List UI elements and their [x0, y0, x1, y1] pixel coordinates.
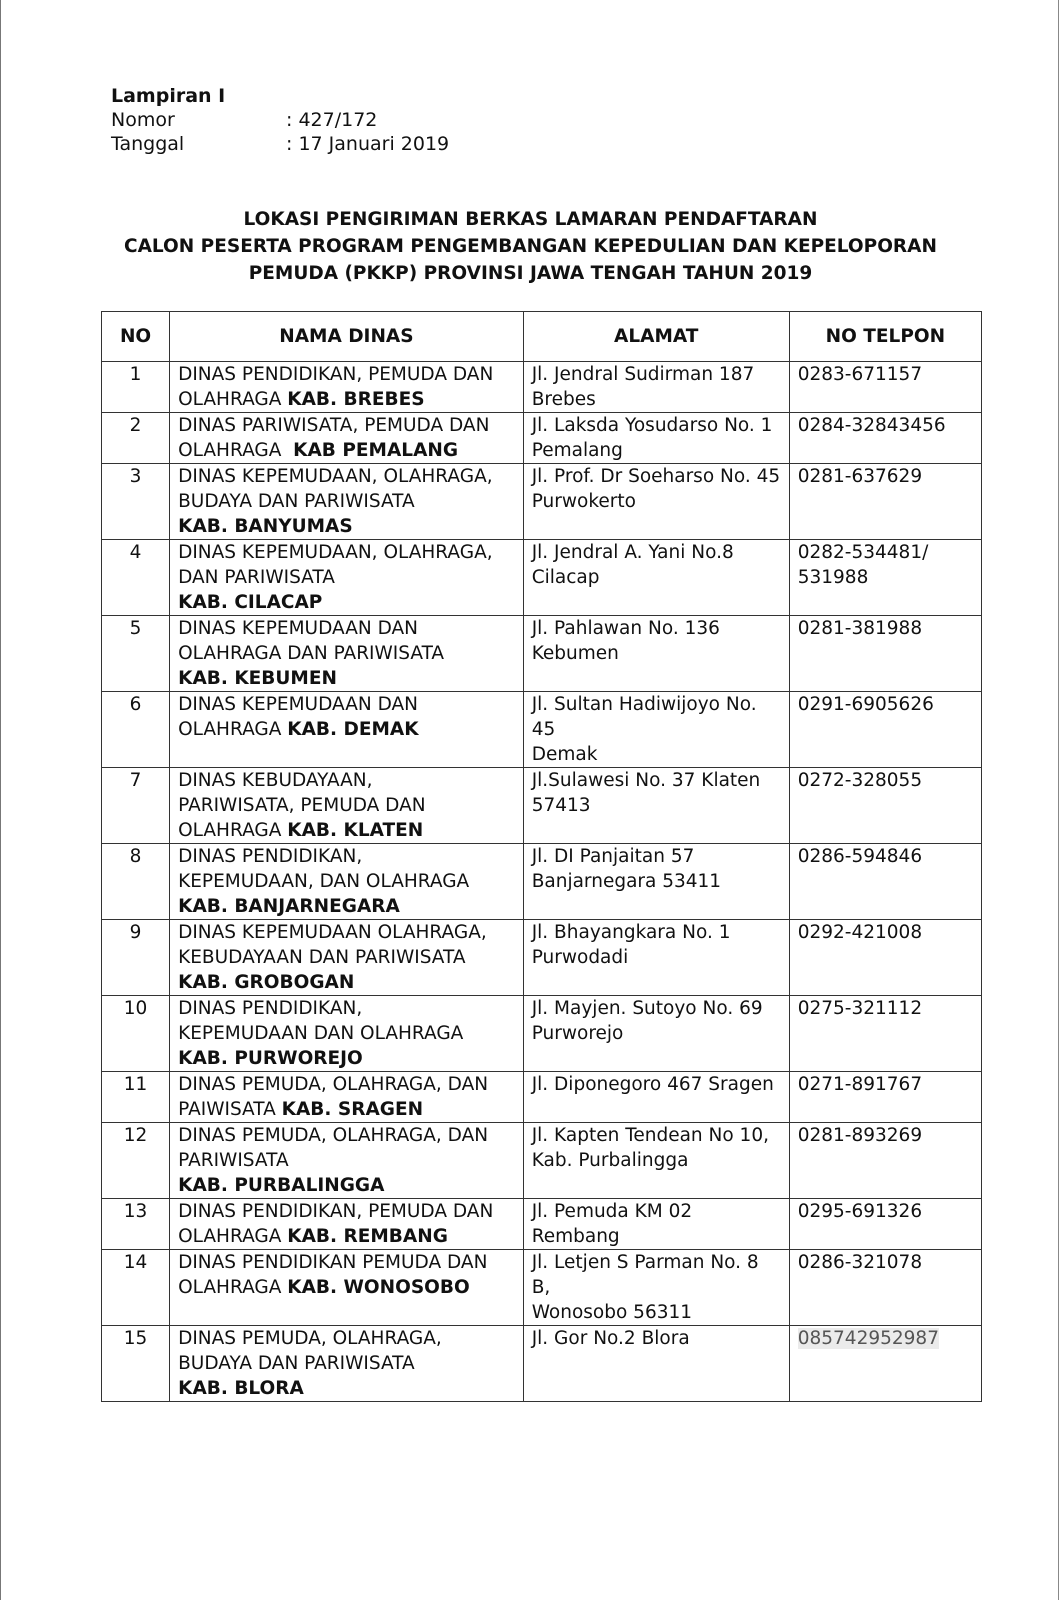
phone-number-text: 0284-32843456: [797, 415, 946, 436]
office-name-line: [178, 565, 515, 590]
phone-number-text: 0283-671157: [797, 364, 923, 385]
address-cell: [523, 464, 789, 540]
phone-number: [798, 1199, 973, 1224]
phone-cell: [789, 1072, 981, 1123]
office-name-text: OLAHRAGA: [178, 719, 288, 740]
office-name-line: [178, 1199, 515, 1224]
table-row: [102, 464, 982, 540]
header-no-telpon: NO TELPON: [789, 312, 981, 362]
phone-number: [798, 616, 973, 641]
address-cell: [523, 692, 789, 768]
office-name-text: DAN PARIWISATA: [178, 567, 335, 588]
phone-number: [798, 565, 973, 590]
regency-name: KAB. PURWOREJO: [178, 1048, 363, 1069]
regency-name: KAB. BREBES: [287, 389, 425, 410]
office-name-cell: [170, 768, 524, 844]
office-name-line: [178, 1072, 515, 1097]
address-line: Demak: [531, 744, 598, 765]
phone-cell: [789, 540, 981, 616]
address-cell: [523, 1250, 789, 1326]
tanggal-value: : 17 Januari 2019: [286, 133, 450, 155]
row-number: 4: [102, 540, 170, 616]
office-name-line: [178, 768, 515, 793]
nomor-value: : 427/172: [286, 109, 378, 131]
address-line: Jl. DI Panjaitan 57: [531, 846, 695, 867]
phone-cell: [789, 616, 981, 692]
office-name-text: DINAS KEPEMUDAAN DAN: [178, 618, 418, 639]
table-row: [102, 616, 982, 692]
table-row: [102, 844, 982, 920]
address-line: Jl. Bhayangkara No. 1: [531, 922, 731, 943]
address-line: Jl. Letjen S Parman No. 8 B,: [531, 1252, 759, 1298]
row-number: 2: [102, 413, 170, 464]
office-name-text: OLAHRAGA: [178, 820, 288, 841]
regency-name: KAB. BANYUMAS: [178, 516, 353, 537]
phone-number-text: 0282-534481/: [797, 542, 929, 563]
address-line: Kab. Purbalingga: [531, 1150, 689, 1171]
phone-number-text: 0286-321078: [797, 1252, 923, 1273]
table-row: [102, 540, 982, 616]
attachment-header: [111, 84, 449, 156]
address-cell: [523, 616, 789, 692]
regency-name: KAB. DEMAK: [287, 719, 419, 740]
office-name-text: PAIWISATA: [178, 1099, 282, 1120]
phone-number-text: 0281-637629: [797, 466, 923, 487]
office-name-cell: [170, 464, 524, 540]
office-name-line: [178, 1224, 515, 1249]
phone-cell: [789, 1250, 981, 1326]
address-cell: [523, 362, 789, 413]
title-line-2: CALON PESERTA PROGRAM PENGEMBANGAN KEPEDULIAN DAN KEPELOPORAN: [124, 236, 937, 257]
office-name-line: [178, 1250, 515, 1275]
phone-number-text: 0272-328055: [797, 770, 923, 791]
office-name-line: [178, 717, 515, 742]
phone-cell: [789, 1326, 981, 1402]
phone-cell: [789, 1199, 981, 1250]
address-line: Jl. Jendral A. Yani No.8: [531, 542, 734, 563]
office-location-table: [101, 311, 982, 1402]
regency-name: KAB. BANJARNEGARA: [178, 896, 400, 917]
office-name-cell: [170, 920, 524, 996]
address-line: Jl.Sulawesi No. 37 Klaten: [531, 770, 761, 791]
phone-number: [798, 844, 973, 869]
table-row: [102, 920, 982, 996]
office-name-line: [178, 818, 515, 843]
address-line: Jl. Sultan Hadiwijoyo No. 45: [531, 694, 757, 740]
header-nama-dinas: NAMA DINAS: [170, 312, 524, 362]
phone-cell: [789, 1123, 981, 1199]
office-name-line: [178, 438, 515, 463]
document-title: [1, 206, 1059, 287]
phone-number: [798, 464, 973, 489]
office-name-text: BUDAYA DAN PARIWISATA: [178, 1353, 415, 1374]
table-row: [102, 692, 982, 768]
office-name-line: [178, 793, 515, 818]
tanggal-label: Tanggal: [111, 133, 185, 155]
nomor-label: Nomor: [111, 109, 175, 131]
address-line: Jl. Laksda Yosudarso No. 1: [531, 415, 773, 436]
row-number: 7: [102, 768, 170, 844]
row-number: 11: [102, 1072, 170, 1123]
row-number: 14: [102, 1250, 170, 1326]
phone-cell: [789, 413, 981, 464]
phone-cell: [789, 768, 981, 844]
office-name-line: [178, 616, 515, 641]
office-name-text: DINAS KEPEMUDAAN, OLAHRAGA,: [178, 542, 493, 563]
table-row: [102, 1072, 982, 1123]
row-number: 9: [102, 920, 170, 996]
phone-number-text: 0286-594846: [797, 846, 923, 867]
address-cell: [523, 540, 789, 616]
phone-number-text: 0281-893269: [797, 1125, 923, 1146]
row-number: 15: [102, 1326, 170, 1402]
regency-name: KAB. REMBANG: [287, 1226, 448, 1247]
office-name-text: DINAS KEBUDAYAAN,: [178, 770, 373, 791]
address-line: Kebumen: [531, 643, 619, 664]
office-name-text: DINAS PENDIDIKAN, PEMUDA DAN: [178, 364, 494, 385]
office-name-line: [178, 489, 515, 514]
office-name-line: [178, 1351, 515, 1376]
address-cell: [523, 1072, 789, 1123]
phone-cell: [789, 844, 981, 920]
regency-name: KAB. WONOSOBO: [287, 1277, 470, 1298]
row-number: 10: [102, 996, 170, 1072]
office-name-text: PARIWISATA: [178, 1150, 289, 1171]
office-name-cell: [170, 1250, 524, 1326]
office-name-cell: [170, 844, 524, 920]
office-name-line: [178, 413, 515, 438]
office-name-text: OLAHRAGA: [178, 1277, 288, 1298]
address-line: Jl. Pemuda KM 02 Rembang: [531, 1201, 693, 1247]
office-name-text: DINAS KEPEMUDAAN DAN: [178, 694, 418, 715]
office-name-line: [178, 692, 515, 717]
phone-number: [798, 920, 973, 945]
office-name-text: DINAS PENDIDIKAN,: [178, 846, 363, 867]
header-no: NO: [102, 312, 170, 362]
office-name-line: [178, 1326, 515, 1351]
phone-cell: [789, 464, 981, 540]
row-number: 1: [102, 362, 170, 413]
attachment-label: Lampiran I: [111, 85, 226, 107]
office-name-cell: [170, 1123, 524, 1199]
address-line: Jl. Gor No.2 Blora: [531, 1328, 690, 1349]
row-number: 5: [102, 616, 170, 692]
office-name-text: OLAHRAGA DAN PARIWISATA: [178, 643, 445, 664]
address-line: 57413: [531, 795, 591, 816]
office-name-cell: [170, 540, 524, 616]
table-row: [102, 1123, 982, 1199]
address-line: Jl. Jendral Sudirman 187: [531, 364, 755, 385]
office-name-line: [178, 1148, 515, 1173]
address-line: Purwodadi: [531, 947, 629, 968]
regency-name: KAB. BLORA: [178, 1378, 304, 1399]
phone-number: [798, 362, 973, 387]
office-name-line: [178, 869, 515, 894]
office-name-text: OLAHRAGA: [178, 389, 288, 410]
office-name-line: [178, 1021, 515, 1046]
row-number: 8: [102, 844, 170, 920]
office-name-line: [178, 1097, 515, 1122]
address-cell: [523, 1123, 789, 1199]
row-number: 12: [102, 1123, 170, 1199]
phone-number-text: 531988: [797, 567, 869, 588]
tanggal-row: [111, 132, 449, 156]
office-name-text: PARIWISATA, PEMUDA DAN: [178, 795, 426, 816]
regency-name: KAB. KLATEN: [287, 820, 424, 841]
office-name-text: BUDAYA DAN PARIWISATA: [178, 491, 415, 512]
regency-name: KAB. CILACAP: [178, 592, 323, 613]
address-line: Banjarnegara 53411: [531, 871, 722, 892]
phone-number-text: 0275-321112: [797, 998, 923, 1019]
address-cell: [523, 996, 789, 1072]
phone-number: [798, 692, 973, 717]
phone-number: [798, 413, 973, 438]
office-name-line: [178, 945, 515, 970]
office-name-text: KEPEMUDAAN DAN OLAHRAGA: [178, 1023, 464, 1044]
office-name-text: DINAS PEMUDA, OLAHRAGA,: [178, 1328, 442, 1349]
table-row: [102, 413, 982, 464]
phone-number-text: 0291-6905626: [797, 694, 934, 715]
phone-number-text: 0292-421008: [797, 922, 923, 943]
office-name-line: [178, 540, 515, 565]
phone-cell: [789, 996, 981, 1072]
phone-cell: [789, 692, 981, 768]
address-line: Jl. Prof. Dr Soeharso No. 45: [531, 466, 781, 487]
office-name-line: [178, 641, 515, 666]
phone-cell: [789, 362, 981, 413]
address-cell: [523, 768, 789, 844]
phone-number: [798, 1072, 973, 1097]
office-name-line: [178, 1275, 515, 1300]
address-line: Jl. Mayjen. Sutoyo No. 69: [531, 998, 763, 1019]
phone-number-text: 0281-381988: [797, 618, 923, 639]
title-line-3: PEMUDA (PKKP) PROVINSI JAWA TENGAH TAHUN 2019: [248, 263, 813, 284]
row-number: 6: [102, 692, 170, 768]
office-name-line: [178, 920, 515, 945]
office-name-text: DINAS PEMUDA, OLAHRAGA, DAN: [178, 1125, 489, 1146]
row-number: 3: [102, 464, 170, 540]
office-name-text: DINAS PENDIDIKAN PEMUDA DAN: [178, 1252, 488, 1273]
office-name-text: DINAS PENDIDIKAN, PEMUDA DAN: [178, 1201, 494, 1222]
address-cell: [523, 1199, 789, 1250]
table-header-row: [102, 312, 982, 362]
regency-name: KAB. GROBOGAN: [178, 972, 355, 993]
office-name-cell: [170, 362, 524, 413]
office-name-cell: [170, 1326, 524, 1402]
phone-number: [798, 1250, 973, 1275]
regency-name: KAB PEMALANG: [293, 440, 459, 461]
phone-number-text: 0295-691326: [797, 1201, 923, 1222]
address-cell: [523, 413, 789, 464]
office-name-cell: [170, 692, 524, 768]
address-line: Jl. Pahlawan No. 136: [531, 618, 720, 639]
address-cell: [523, 844, 789, 920]
table-body: [102, 362, 982, 1402]
phone-number: [798, 540, 973, 565]
office-name-text: KEBUDAYAAN DAN PARIWISATA: [178, 947, 466, 968]
table-row: [102, 1250, 982, 1326]
phone-number-text: 0271-891767: [797, 1074, 923, 1095]
regency-name: KAB. PURBALINGGA: [178, 1175, 385, 1196]
office-name-text: DINAS KEPEMUDAAN OLAHRAGA,: [178, 922, 487, 943]
title-line-1: LOKASI PENGIRIMAN BERKAS LAMARAN PENDAFTARAN: [243, 209, 818, 230]
address-line: Jl. Diponegoro 467 Sragen: [531, 1074, 774, 1095]
table-row: [102, 768, 982, 844]
office-name-text: OLAHRAGA: [178, 1226, 288, 1247]
regency-name: KAB. KEBUMEN: [178, 668, 337, 689]
office-name-cell: [170, 1072, 524, 1123]
regency-name: KAB. SRAGEN: [281, 1099, 424, 1120]
table-row: [102, 1326, 982, 1402]
office-name-text: DINAS PARIWISATA, PEMUDA DAN: [178, 415, 490, 436]
office-name-cell: [170, 996, 524, 1072]
office-name-line: [178, 362, 515, 387]
office-name-line: [178, 1123, 515, 1148]
address-line: Jl. Kapten Tendean No 10,: [531, 1125, 769, 1146]
address-cell: [523, 1326, 789, 1402]
table-row: [102, 362, 982, 413]
phone-cell: [789, 920, 981, 996]
office-name-text: DINAS KEPEMUDAAN, OLAHRAGA,: [178, 466, 493, 487]
office-name-cell: [170, 413, 524, 464]
phone-number: [798, 1123, 973, 1148]
address-line: Cilacap: [531, 567, 600, 588]
office-name-line: [178, 844, 515, 869]
phone-number-text: 085742952987: [797, 1328, 939, 1349]
address-line: Pemalang: [531, 440, 623, 461]
phone-number: [798, 1326, 973, 1351]
phone-number: [798, 768, 973, 793]
office-name-cell: [170, 616, 524, 692]
address-line: Brebes: [531, 389, 596, 410]
phone-number: [798, 996, 973, 1021]
office-name-text: DINAS PEMUDA, OLAHRAGA, DAN: [178, 1074, 489, 1095]
nomor-row: [111, 108, 449, 132]
table-row: [102, 996, 982, 1072]
office-name-cell: [170, 1199, 524, 1250]
table-row: [102, 1199, 982, 1250]
office-name-line: [178, 387, 515, 412]
address-cell: [523, 920, 789, 996]
office-name-line: [178, 464, 515, 489]
address-line: Wonosobo 56311: [531, 1302, 693, 1323]
header-alamat: ALAMAT: [523, 312, 789, 362]
office-name-text: DINAS PENDIDIKAN,: [178, 998, 363, 1019]
address-line: Purworejo: [531, 1023, 624, 1044]
office-name-text: KEPEMUDAAN, DAN OLAHRAGA: [178, 871, 470, 892]
row-number: 13: [102, 1199, 170, 1250]
address-line: Purwokerto: [531, 491, 636, 512]
office-name-text: OLAHRAGA: [178, 440, 294, 461]
office-name-line: [178, 996, 515, 1021]
